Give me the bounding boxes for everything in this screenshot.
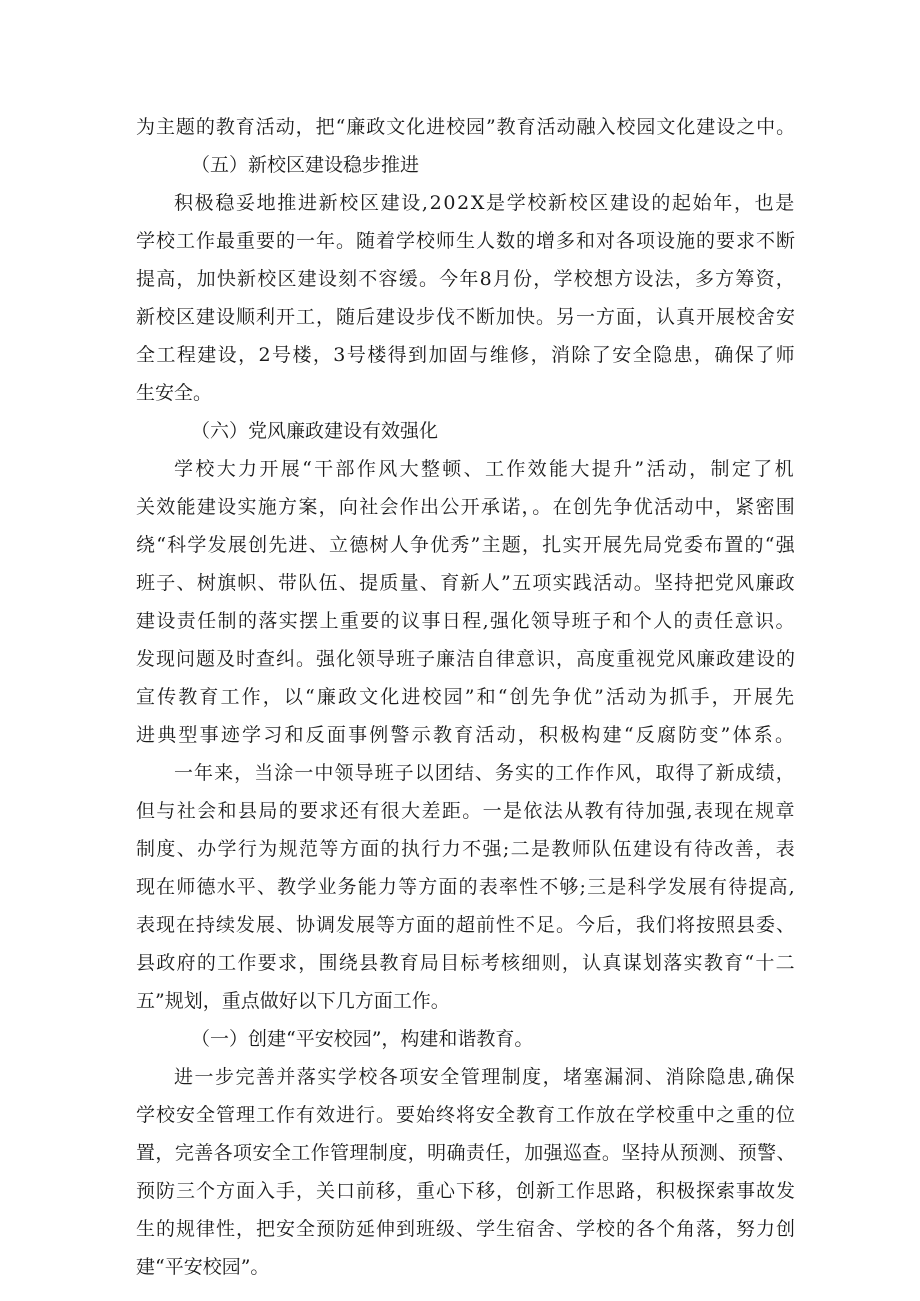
document-body — [136, 108, 796, 1286]
text-line: 进一步完善并落实学校各项安全管理制度，堵塞漏洞、消除隐患,确保 — [174, 1066, 796, 1088]
text-line: 现在师德水平、教学业务能力等方面的表率性不够;三是科学发展有待提高, — [136, 876, 796, 898]
text-line: 绕“科学发展创先进、立德树人争优秀”主题，扎实开展先局党委布置的“强 — [136, 534, 796, 556]
text-line: 但与社会和县局的要求还有很大差距。一是依法从教有待加强,表现在规章 — [136, 800, 796, 822]
text-line: 预防三个方面入手，关口前移，重心下移，创新工作思路，积极探索事故发 — [136, 1180, 796, 1202]
text-line: 五”规划，重点做好以下几方面工作。 — [136, 990, 450, 1012]
section-heading: （五）新校区建设稳步推进 — [191, 154, 420, 176]
text-line: 提高，加快新校区建设刻不容缓。今年8月份，学校想方设法，多方筹资， — [136, 268, 796, 290]
text-line: 新校区建设顺利开工，随后建设步伐不断加快。另一方面，认真开展校舍安 — [136, 306, 796, 328]
text-line: 一年来，当涂一中领导班子以团结、务实的工作作风，取得了新成绩， — [174, 762, 796, 784]
text-line: 县政府的工作要求，围绕县教育局目标考核细则，认真谋划落实教育“十二 — [136, 952, 796, 974]
text-line: 全工程建设，2号楼，3号楼得到加固与维修，消除了安全隐患，确保了师 — [136, 344, 796, 366]
text-line: 表现在持续发展、协调发展等方面的超前性不足。今后，我们将按照县委、 — [136, 914, 796, 936]
section-heading: （一）创建“平安校园”，构建和谐教育。 — [191, 1028, 534, 1050]
text-line: 建设责任制的落实摆上重要的议事日程,强化领导班子和个人的责任意识。 — [136, 610, 796, 632]
text-line: 为主题的教育活动，把“廉政文化进校园”教育活动融入校园文化建设之中。 — [136, 116, 796, 138]
text-line: 学校大力开展“干部作风大整顿、工作效能大提升”活动，制定了机 — [174, 458, 796, 480]
text-line: 学校安全管理工作有效进行。要始终将安全教育工作放在学校重中之重的位 — [136, 1104, 796, 1126]
text-line: 学校工作最重要的一年。随着学校师生人数的增多和对各项设施的要求不断 — [136, 230, 796, 252]
text-line: 关效能建设实施方案，向社会作出公开承诺，。在创先争优活动中，紧密围 — [136, 496, 796, 518]
text-line: 发现问题及时查纠。强化领导班子廉洁自律意识，高度重视党风廉政建设的 — [136, 648, 796, 670]
text-line: 建“平安校园”。 — [136, 1256, 270, 1278]
text-line: 生安全。 — [136, 382, 213, 404]
text-line: 班子、树旗帜、带队伍、提质量、育新人”五项实践活动。坚持把党风廉政 — [136, 572, 796, 594]
text-line: 制度、办学行为规范等方面的执行力不强;二是教师队伍建设有待改善，表 — [136, 838, 796, 860]
text-line: 宣传教育工作，以“廉政文化进校园”和“创先争优”活动为抓手，开展先 — [136, 686, 796, 708]
text-line: 置，完善各项安全工作管理制度，明确责任，加强巡查。坚持从预测、预警、 — [136, 1142, 796, 1164]
text-line: 积极稳妥地推进新校区建设,202X是学校新校区建设的起始年，也是 — [174, 192, 796, 214]
text-line: 生的规律性，把安全预防延伸到班级、学生宿舍、学校的各个角落，努力创 — [136, 1218, 796, 1240]
text-line: 进典型事迹学习和反面事例警示教育活动，积极构建“反腐防变”体系。 — [136, 724, 796, 746]
section-heading: （六）党风廉政建设有效强化 — [191, 420, 439, 442]
